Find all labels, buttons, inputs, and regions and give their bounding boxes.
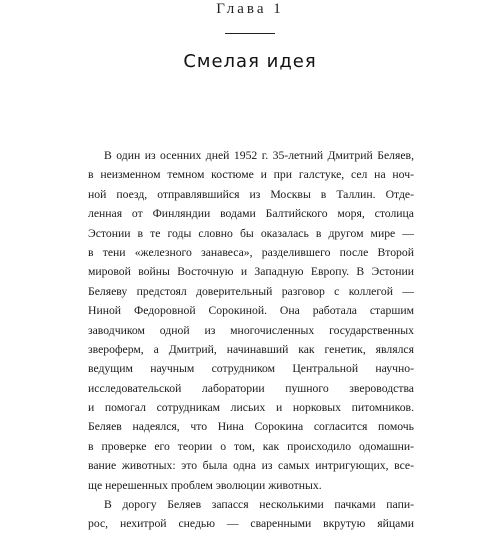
text-line: Беляев надеялся, что Нина Сорокина согласится помочь	[88, 420, 414, 434]
chapter-label: Глава 1	[216, 1, 284, 17]
chapter-title: Смелая идея	[183, 51, 317, 72]
text-line: заводчиком одной из многочисленных государственных	[88, 323, 414, 337]
text-line: и помогал сотрудникам лисьих и норковых питомников.	[88, 401, 414, 415]
text-line: вание животных: это была одна из самых интригующих, все-	[88, 459, 414, 473]
text-line: в неизменном темном костюме и при галстуке, сел на ноч-	[88, 168, 414, 182]
text-line: исследовательской лаборатории пушного звероводства	[88, 381, 414, 395]
chapter-divider	[225, 33, 275, 34]
text-line: ведущим научным сотрудником Центральной научно-	[88, 362, 414, 376]
text-line: ленная от Финляндии водами Балтийского моря, столица	[88, 207, 414, 221]
text-line: ной поезд, отправлявшийся из Москвы в Таллин. Отде-	[88, 187, 414, 201]
text-line: звероферм, а Дмитрий, начинавший как генетик, являлся	[88, 342, 414, 356]
text-line: В дорогу Беляев запасся несколькими пачками папи-	[104, 498, 414, 512]
text-line: в проверке его теории о том, как происходило одомашни-	[88, 439, 414, 453]
body-text	[88, 146, 414, 534]
paragraph	[88, 146, 414, 495]
text-line: ще нерешенных проблем эволюции животных.	[88, 478, 322, 492]
text-line: Беляеву предстоял доверительный разговор с коллегой —	[88, 284, 414, 298]
paragraph	[88, 495, 414, 534]
text-line: рос, нехитрой снедью — сваренными вкрутую яйцами	[88, 517, 414, 531]
text-line: Ниной Федоровной Сорокиной. Она работала старшим	[88, 304, 414, 318]
text-line: мировой войны Восточную и Западную Европу. В Эстонии	[88, 265, 414, 279]
text-line: В один из осенних дней 1952 г. 35-летний Дмитрий Беляев,	[104, 149, 414, 162]
text-line: Эстонии в те годы словно бы оказалась в другом мире —	[88, 226, 414, 240]
text-line: в тени «железного занавеса», разделившего после Второй	[88, 245, 414, 259]
